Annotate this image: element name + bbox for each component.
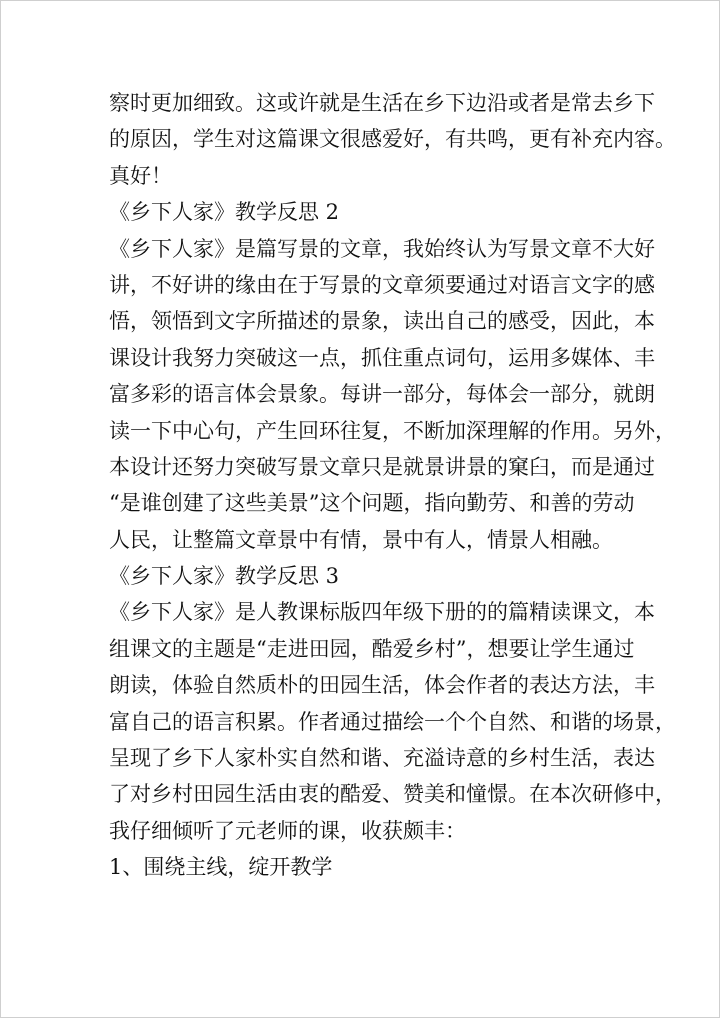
text-line: 讲，不好讲的缘由在于写景的文章须要通过对语言文字的感 — [109, 272, 655, 297]
text-line: 富自己的语言积累。作者通过描绘一个个自然、和谐的场景， — [109, 709, 676, 734]
text-line: 真好！ — [109, 163, 172, 188]
text-line: 我仔细倾听了元老师的课，收获颇丰： — [109, 818, 466, 843]
text-line: 人民，让整篇文章景中有情，景中有人，情景人相融。 — [109, 527, 613, 552]
document-body — [109, 85, 676, 886]
text-line: 的原因，学生对这篇课文很感爱好，有共鸣，更有补充内容。 — [109, 127, 676, 152]
text-line: 察时更加细致。这或许就是生活在乡下边沿或者是常去乡下 — [109, 91, 655, 115]
text-line: 课设计我努力突破这一点，抓住重点词句，运用多媒体、丰 — [109, 345, 655, 370]
text-line: 本设计还努力突破写景文章只是就景讲景的窠臼，而是通过 — [109, 454, 655, 479]
section-heading: 《乡下人家》教学反思 2 — [109, 200, 340, 225]
text-line: 悟，领悟到文字所描述的景象，读出自己的感受，因此，本 — [109, 309, 655, 334]
list-item: 1、围绕主线，绽开教学 — [109, 855, 333, 880]
text-line: “是谁创建了这些美景”这个问题，指向勤劳、和善的劳动 — [109, 491, 635, 516]
text-line: 呈现了乡下人家朴实自然和谐、充溢诗意的乡村生活，表达 — [109, 746, 655, 771]
text-line: 组课文的主题是“走进田园，酷爱乡村”，想要让学生通过 — [109, 636, 635, 661]
text-line: 了对乡村田园生活由衷的酷爱、赞美和憧憬。在本次研修中， — [109, 782, 676, 807]
text-line: 《乡下人家》是篇写景的文章，我始终认为写景文章不大好 — [109, 236, 655, 261]
text-line: 《乡下人家》是人教课标版四年级下册的的篇精读课文，本 — [109, 600, 655, 625]
section-heading: 《乡下人家》教学反思 3 — [109, 564, 340, 589]
text-line: 读一下中心句，产生回环往复，不断加深理解的作用。另外， — [109, 418, 676, 443]
text-line: 朗读，体验自然质朴的田园生活，体会作者的表达方法，丰 — [109, 673, 655, 698]
text-line: 富多彩的语言体会景象。每讲一部分，每体会一部分，就朗 — [109, 382, 655, 407]
